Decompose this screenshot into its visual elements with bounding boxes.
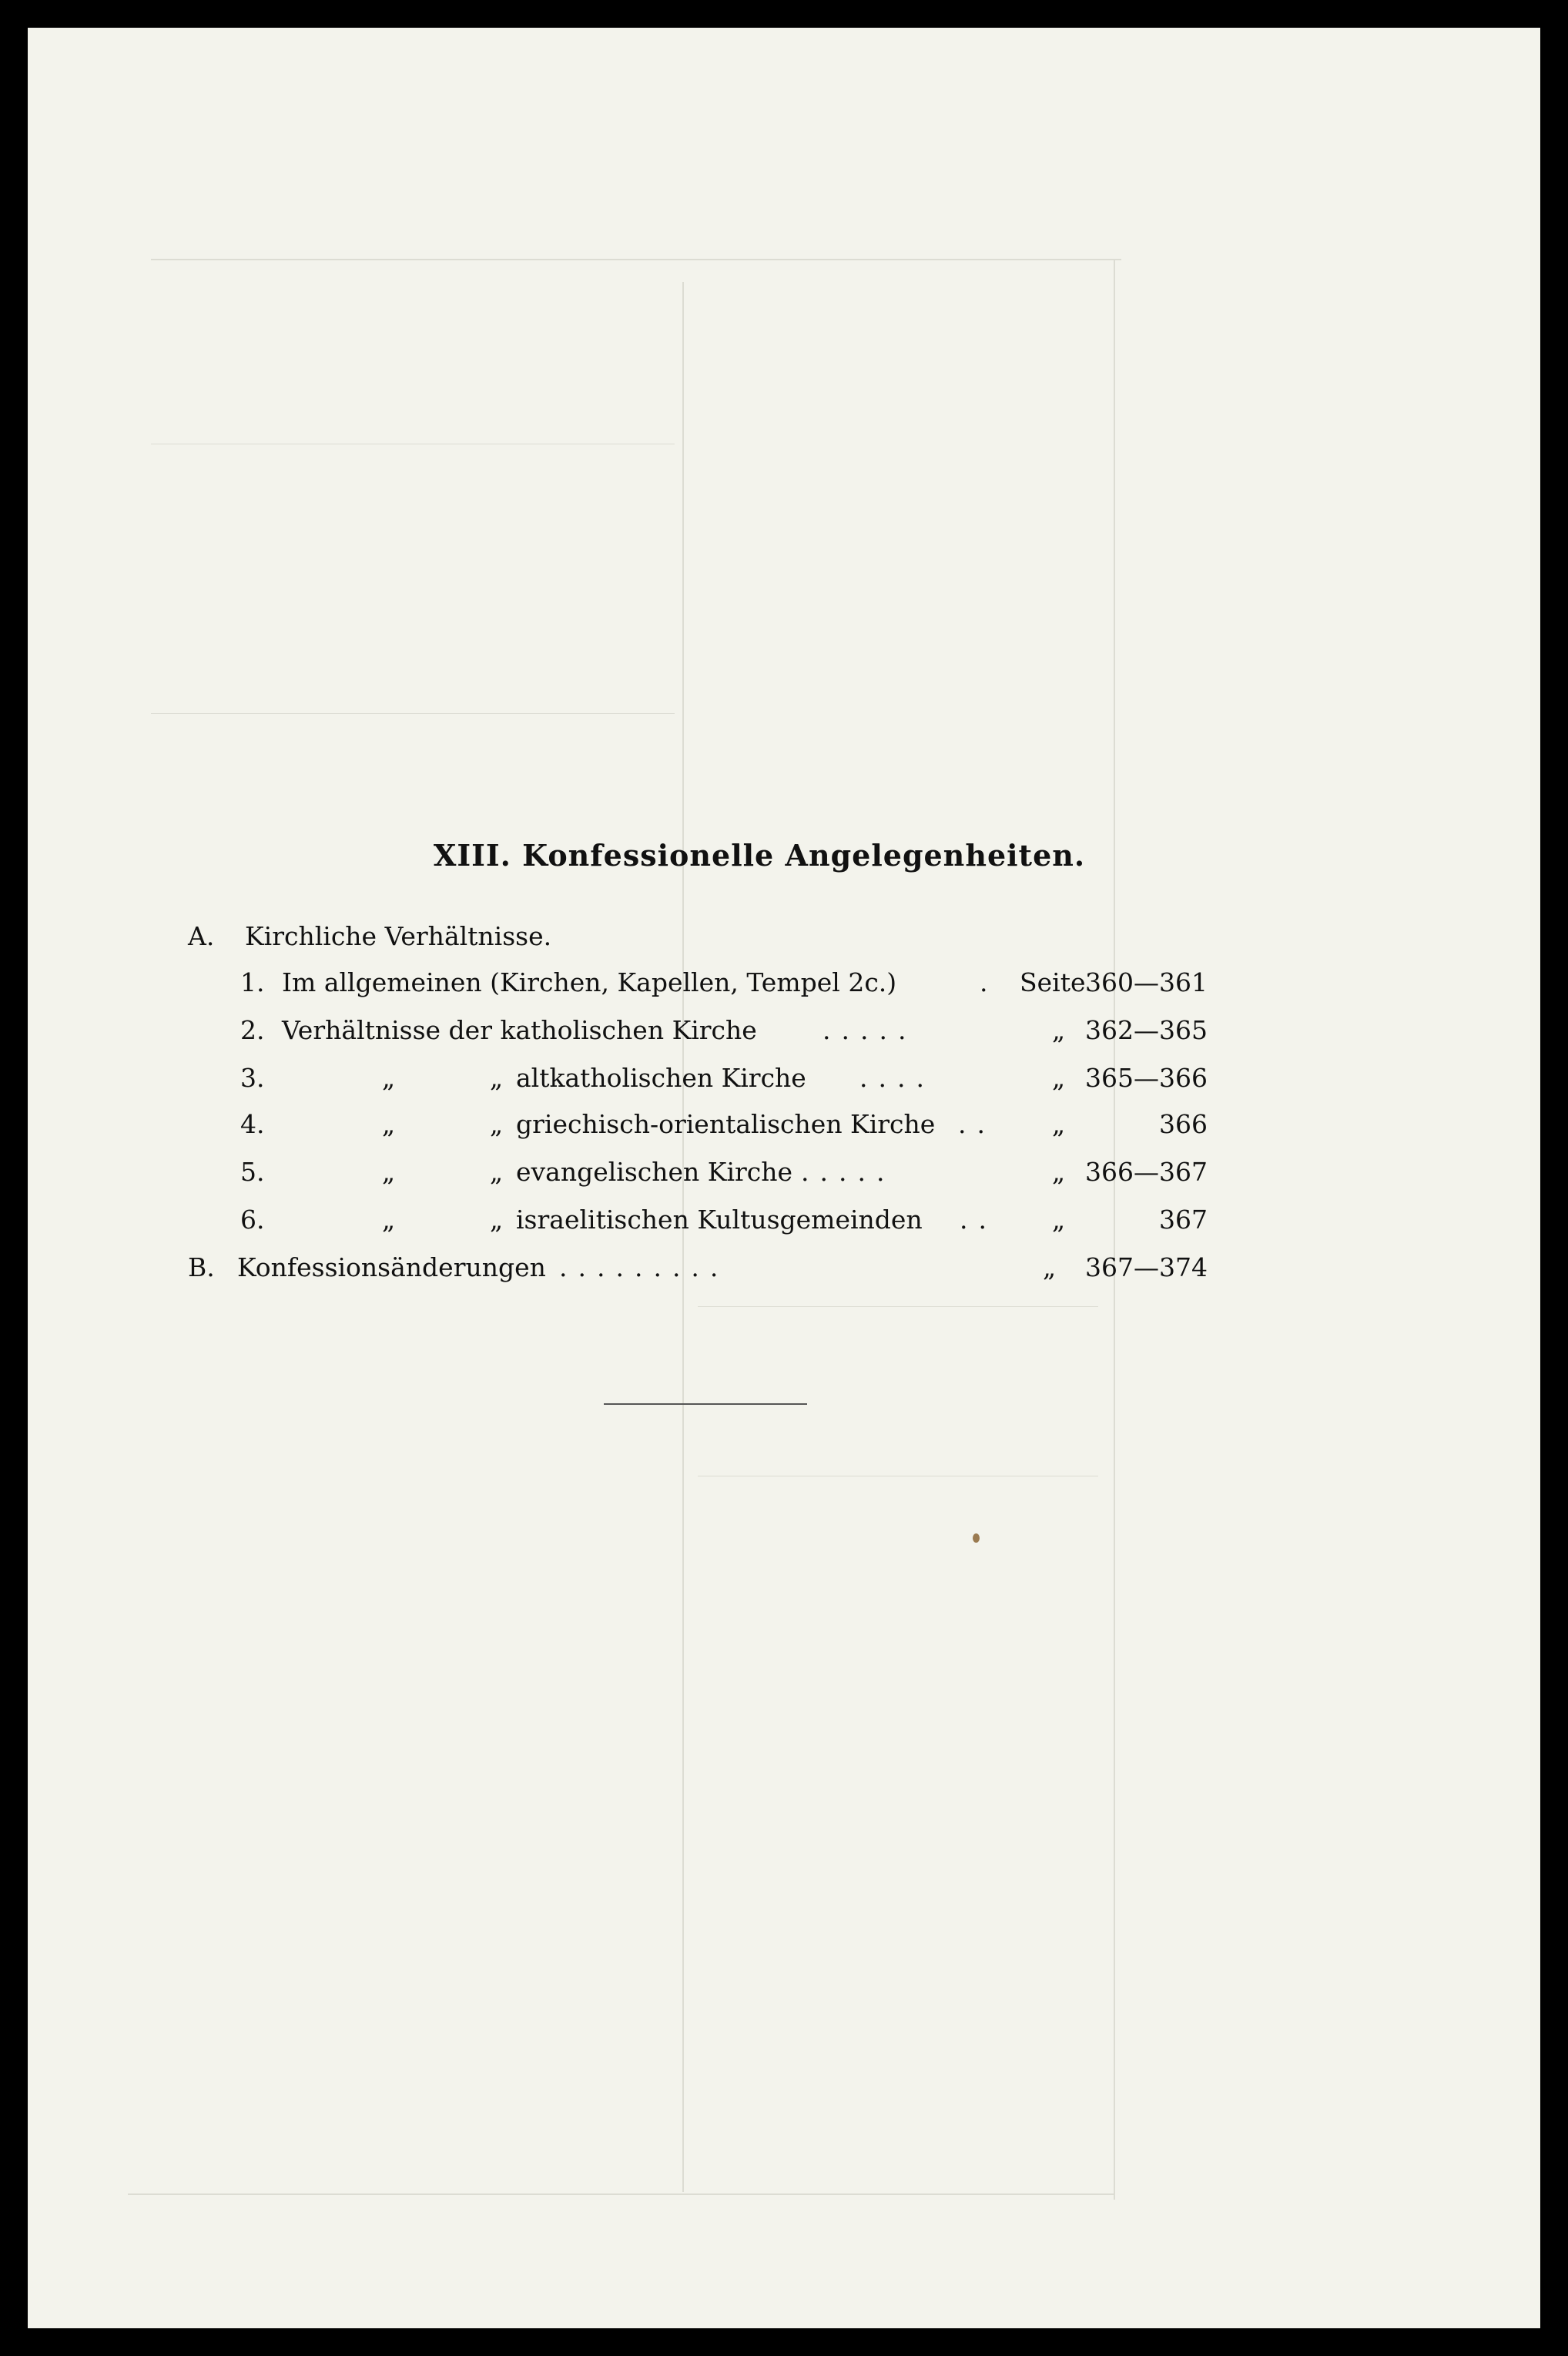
ditto-mark: „ (1052, 1015, 1066, 1045)
toc-entry (28, 967, 1208, 998)
entry-title: altkatholischen Kirche (516, 1063, 806, 1093)
toc-entry (28, 1252, 1208, 1283)
toc-entry (28, 921, 1208, 952)
entry-marker: 1. (240, 967, 265, 997)
table-of-contents (28, 28, 1540, 2328)
ditto-mark: „ (1052, 1109, 1066, 1139)
entry-marker: 4. (240, 1109, 265, 1139)
entry-marker: 2. (240, 1015, 265, 1045)
toc-entry (28, 1063, 1208, 1094)
entry-title: evangelischen Kirche (516, 1157, 793, 1187)
page-range: 360—361 (1085, 967, 1208, 997)
ditto-mark: „ (490, 1063, 504, 1093)
closing-rule (604, 1403, 807, 1405)
toc-entry (28, 1205, 1208, 1235)
ditto-mark: „ (1052, 1205, 1066, 1235)
page-label: Seite (1020, 967, 1086, 997)
entry-marker: B. (188, 1252, 215, 1282)
ditto-mark: „ (1052, 1063, 1066, 1093)
section-heading: XIII. Konfessionelle Angelegenheiten. (433, 838, 1086, 873)
entry-title: griechisch-orientalischen Kirche (516, 1109, 936, 1139)
entry-marker: 5. (240, 1157, 265, 1187)
toc-entry (28, 1109, 1208, 1140)
ditto-mark: „ (490, 1109, 504, 1139)
dot-leader: ......... (559, 1252, 729, 1282)
toc-entry (28, 1015, 1208, 1046)
page-range: 366 (1159, 1109, 1208, 1139)
entry-marker: A. (188, 921, 215, 951)
document-page (28, 28, 1540, 2328)
entry-title: Konfessionsänderungen (237, 1252, 546, 1282)
entry-title: israelitischen Kultusgemeinden (516, 1205, 923, 1235)
entry-title: Kirchliche Verhältnisse. (245, 921, 552, 951)
entry-marker: 6. (240, 1205, 265, 1235)
dot-leader: .... (859, 1063, 935, 1093)
dot-leader: ..... (823, 1015, 917, 1045)
ditto-mark: „ (1043, 1252, 1057, 1282)
ditto-mark: „ (382, 1063, 396, 1093)
page-range: 367—374 (1085, 1252, 1208, 1282)
ditto-mark: „ (490, 1157, 504, 1187)
entry-title: Verhältnisse der katholischen Kirche (282, 1015, 757, 1045)
page-range: 366—367 (1085, 1157, 1208, 1187)
page-range: 367 (1159, 1205, 1208, 1235)
page-range: 362—365 (1085, 1015, 1208, 1045)
ditto-mark: „ (382, 1109, 396, 1139)
ditto-mark: „ (1052, 1157, 1066, 1187)
toc-entry (28, 1157, 1208, 1188)
dot-leader: . (980, 967, 999, 997)
entry-title: Im allgemeinen (Kirchen, Kapellen, Tempel 2c.) (282, 967, 897, 997)
ditto-mark: „ (382, 1157, 396, 1187)
ditto-mark: „ (490, 1205, 504, 1235)
ditto-mark: „ (382, 1205, 396, 1235)
paper-speck (973, 1533, 980, 1543)
dot-leader: .. (958, 1109, 996, 1139)
dot-leader: ..... (801, 1157, 896, 1187)
dot-leader: .. (960, 1205, 997, 1235)
page-range: 365—366 (1085, 1063, 1208, 1093)
entry-marker: 3. (240, 1063, 265, 1093)
